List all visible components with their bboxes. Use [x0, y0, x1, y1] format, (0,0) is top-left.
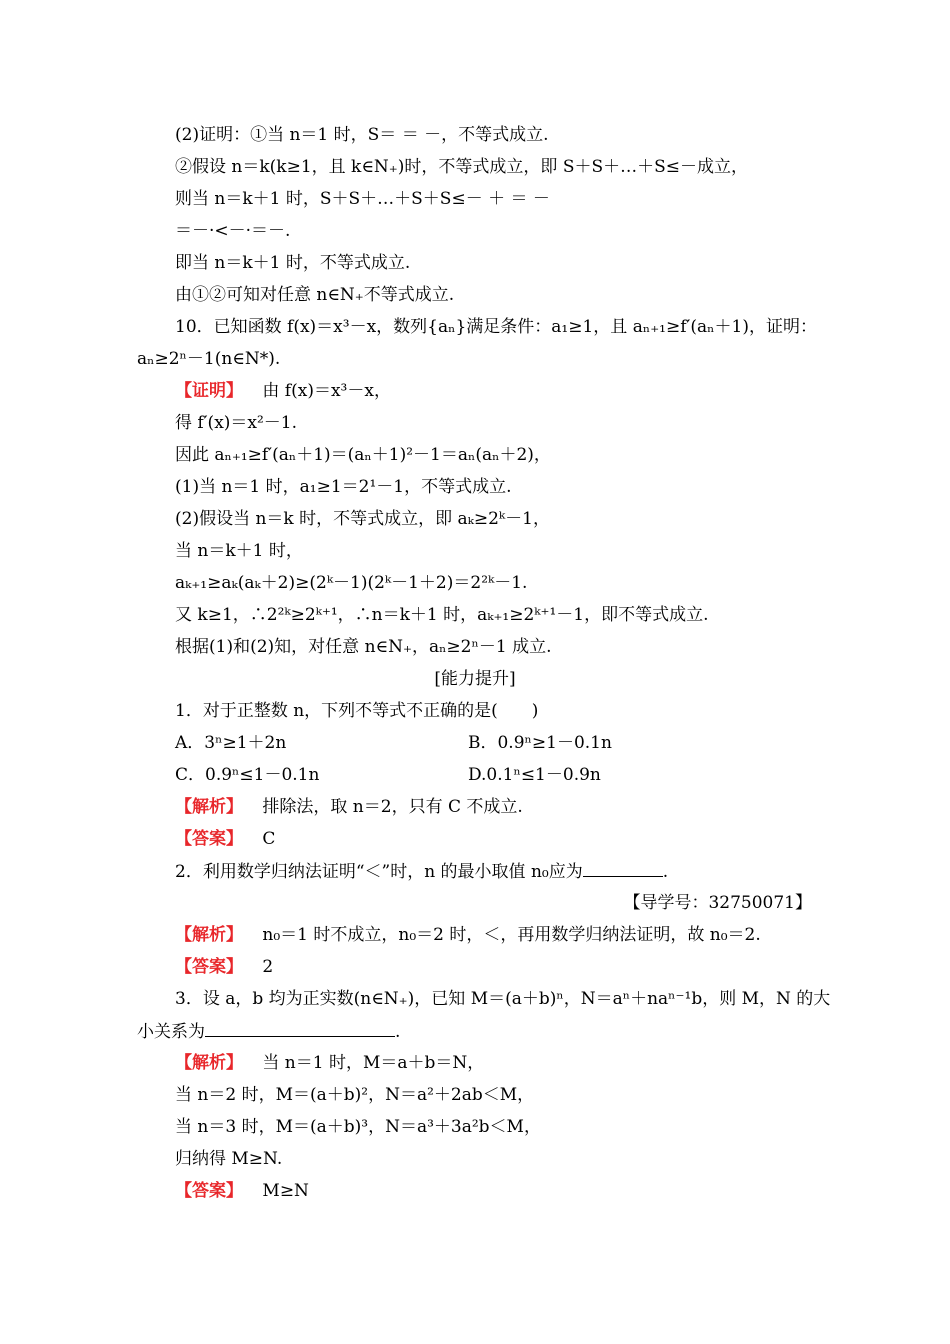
q3-stem-cont: 小关系为 . — [137, 1022, 401, 1042]
text-line: 归纳得 M≥N. — [175, 1149, 283, 1169]
q3-answer: 【答案】 M≥N — [175, 1181, 309, 1201]
q3-stem: 3．设 a，b 均为正实数(n∈N₊)，已知 M＝(a＋b)ⁿ，N＝aⁿ＋naⁿ⁻¹b，则 M，N 的大 — [175, 989, 831, 1009]
q1-option-b: B．0.9ⁿ≥1－0.1n — [468, 733, 612, 753]
analysis-tag: 【解析】 — [175, 797, 243, 817]
proof-tag: 【证明】 — [175, 381, 243, 401]
proof-line: 【证明】 由 f(x)＝x³－x， — [175, 381, 391, 401]
answer-blank — [205, 1020, 395, 1037]
analysis-tag: 【解析】 — [175, 1053, 243, 1073]
text-line: aₖ₊₁≥aₖ(aₖ＋2)≥(2ᵏ－1)(2ᵏ－1＋2)＝2²ᵏ－1. — [175, 573, 528, 593]
q1-option-a: A．3ⁿ≥1＋2n — [175, 733, 287, 753]
q1-stem: 1．对于正整数 n，下列不等式不正确的是( ) — [175, 701, 539, 721]
q1-option-d: D.0.1ⁿ≤1－0.9n — [468, 765, 601, 785]
section-title: [能力提升] — [434, 669, 516, 689]
q1-option-c: C．0.9ⁿ≤1－0.1n — [175, 765, 320, 785]
text-line: 得 f′(x)＝x²－1. — [175, 413, 298, 433]
answer-blank — [583, 860, 663, 877]
text-line: (2)证明：①当 n＝1 时，S＝ ＝ －，不等式成立. — [175, 125, 549, 145]
text-line: 因此 aₙ₊₁≥f′(aₙ＋1)＝(aₙ＋1)²－1＝aₙ(aₙ＋2)， — [175, 445, 551, 465]
text-line: 当 n＝k＋1 时， — [175, 541, 303, 561]
q2-reference-number: 【导学号：32750071】 — [623, 893, 812, 913]
answer-tag: 【答案】 — [175, 957, 243, 977]
text-line: 根据(1)和(2)知，对任意 n∈N₊，aₙ≥2ⁿ－1 成立. — [175, 637, 552, 657]
q1-answer: 【答案】 C — [175, 829, 276, 849]
text-line: 又 k≥1，∴2²ᵏ≥2ᵏ⁺¹，∴n＝k＋1 时，aₖ₊₁≥2ᵏ⁺¹－1，即不等式成立. — [175, 605, 709, 625]
q2-analysis: 【解析】 n₀＝1 时不成立，n₀＝2 时，＜，再用数学归纳法证明，故 n₀＝2. — [175, 925, 761, 945]
problem-10-stem: 10．已知函数 f(x)＝x³－x，数列{aₙ}满足条件：a₁≥1，且 aₙ₊₁≥f′(aₙ＋1)，证明： — [175, 317, 817, 337]
q2-answer: 【答案】 2 — [175, 957, 274, 977]
answer-tag: 【答案】 — [175, 1181, 243, 1201]
text-line: 则当 n＝k＋1 时，S＋S＋…＋S＋S≤－ ＋ ＝ － — [175, 189, 550, 209]
text-line: 即当 n＝k＋1 时，不等式成立. — [175, 253, 411, 273]
text-line: 当 n＝3 时，M＝(a＋b)³，N＝a³＋3a²b＜M， — [175, 1117, 541, 1137]
text-line: ②假设 n＝k(k≥1，且 k∈N₊)时，不等式成立，即 S＋S＋…＋S≤－成立， — [175, 157, 749, 177]
text-line: ＝－·<－·＝－. — [175, 221, 291, 241]
text-line: (1)当 n＝1 时，a₁≥1＝2¹－1，不等式成立. — [175, 477, 512, 497]
q3-analysis: 【解析】 当 n＝1 时，M＝a＋b＝N， — [175, 1053, 485, 1073]
text-line: 由①②可知对任意 n∈N₊不等式成立. — [175, 285, 455, 305]
answer-tag: 【答案】 — [175, 829, 243, 849]
analysis-tag: 【解析】 — [175, 925, 243, 945]
text-line: (2)假设当 n＝k 时，不等式成立，即 aₖ≥2ᵏ－1， — [175, 509, 550, 529]
problem-10-stem-cont: aₙ≥2ⁿ－1(n∈N*). — [137, 349, 281, 369]
q2-stem: 2．利用数学归纳法证明“＜”时，n 的最小取值 n₀应为 . — [175, 862, 669, 882]
q1-analysis: 【解析】 排除法，取 n＝2，只有 C 不成立. — [175, 797, 523, 817]
text-line: 当 n＝2 时，M＝(a＋b)²，N＝a²＋2ab＜M， — [175, 1085, 535, 1105]
